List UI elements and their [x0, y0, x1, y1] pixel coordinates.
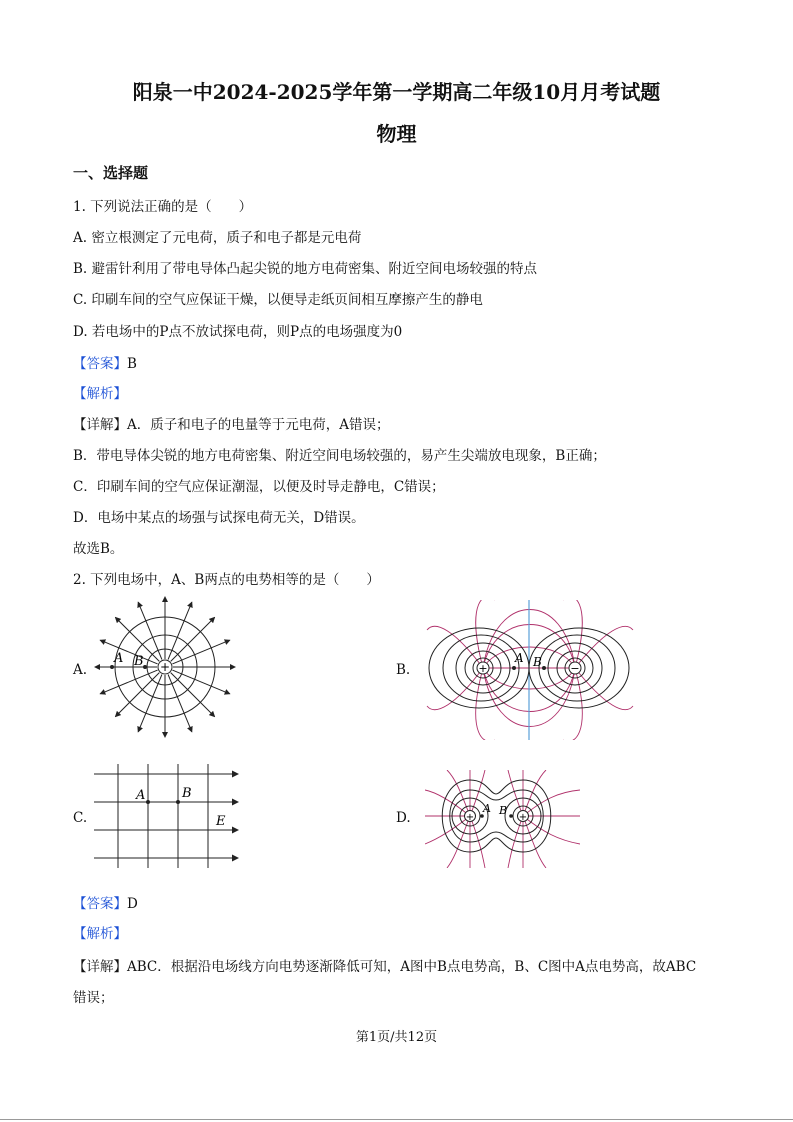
q1-detail-2: B．带电导体尖锐的地方电荷密集、附近空间电场较强的，易产生尖端放电现象，B正确； [73, 448, 606, 464]
field-line [171, 618, 215, 662]
answer-tag: 【答案】 [73, 356, 127, 372]
q1-detail-4: D．电场中某点的场强与试探电荷无关，D错误。 [73, 510, 365, 526]
q1-option-d: D. 若电场中的P点不放试探电荷，则P点的电场强度为0 [73, 324, 403, 340]
q1-analysis [73, 382, 127, 402]
detail-tag: 【详解】 [73, 959, 127, 975]
q1-stem: 1. 下列说法正确的是（ ） [73, 199, 253, 215]
q2-analysis [73, 922, 127, 942]
field-line [100, 640, 157, 664]
field-line [171, 673, 215, 717]
q2-detail-2: 错误； [73, 990, 114, 1006]
field-line [172, 640, 229, 664]
field-line [168, 674, 192, 731]
q1-detail-1 [73, 413, 390, 433]
field-line [172, 670, 229, 694]
analysis-tag: 【解析】 [73, 926, 127, 942]
figure-b-label-a: A [515, 651, 524, 665]
answer-tag: 【答案】 [73, 896, 127, 912]
q2-option-c-label: C. [73, 810, 88, 826]
q1-option-c: C. 印刷车间的空气应保证干燥，以便导走纸页间相互摩擦产生的静电 [73, 292, 483, 308]
field-line [116, 673, 160, 717]
figure-d-like-charges [425, 770, 580, 868]
answer-value: B [127, 356, 137, 372]
subject-title: 物理 [376, 122, 417, 146]
figure-c-label-e: E [216, 814, 226, 829]
bottom-rule [0, 1119, 793, 1120]
figure-d-label-a: A [483, 802, 491, 815]
q2-option-b-label: B. [396, 662, 411, 678]
figure-b-opposite-charges [425, 600, 635, 740]
field-line [168, 602, 192, 659]
figure-a-plus: + [159, 660, 171, 674]
q1-option-a: A. 密立根测定了元电荷，质子和电子都是元电荷 [73, 230, 362, 246]
q2-detail-1 [73, 955, 696, 975]
analysis-tag: 【解析】 [73, 386, 127, 402]
figure-c-uniform-field [90, 760, 242, 870]
figure-b-label-b: B [533, 655, 542, 669]
section-heading: 一、选择题 [73, 164, 149, 182]
exam-title: 阳泉一中2024-2025学年第一学期高二年级10月月考试题 [132, 80, 661, 104]
page-footer: 第1页/共12页 [355, 1030, 438, 1045]
figure-a-point-charge [90, 595, 240, 740]
figure-b-minus: − [570, 662, 580, 675]
q1-option-b: B. 避雷针利用了带电导体凸起尖锐的地方电荷密集、附近空间电场较强的特点 [73, 261, 538, 277]
field-line [100, 670, 157, 694]
detail-text: A．质子和电子的电量等于元电荷，A错误； [127, 417, 390, 433]
q2-stem: 2. 下列电场中，A、B两点的电势相等的是（ ） [73, 572, 380, 588]
detail-text: ABC．根据沿电场线方向电势逐渐降低可知，A图中B点电势高，B、C图中A点电势高，故ABC [127, 959, 697, 975]
q2-option-a-label: A. [73, 662, 88, 678]
q1-detail-3: C．印刷车间的空气应保证潮湿，以便及时导走静电，C错误； [73, 479, 445, 495]
field-line [138, 602, 162, 659]
answer-value: D [127, 896, 138, 912]
figure-a-label-a: A [114, 651, 124, 666]
figure-a-label-b: B [134, 654, 144, 669]
q2-answer [73, 892, 138, 912]
figure-b-plus: + [478, 662, 488, 675]
figure-d-label-b: B [499, 804, 508, 817]
q1-conclusion: 故选B。 [73, 541, 124, 557]
field-line [138, 674, 162, 731]
figure-d-plus-left: + [465, 812, 475, 823]
figure-d-plus-right: + [518, 812, 528, 823]
figure-c-label-a: A [136, 788, 146, 803]
detail-tag: 【详解】 [73, 417, 127, 433]
figure-c-label-b: B [182, 786, 192, 801]
q2-option-d-label: D. [396, 810, 411, 826]
q1-answer [73, 352, 137, 372]
